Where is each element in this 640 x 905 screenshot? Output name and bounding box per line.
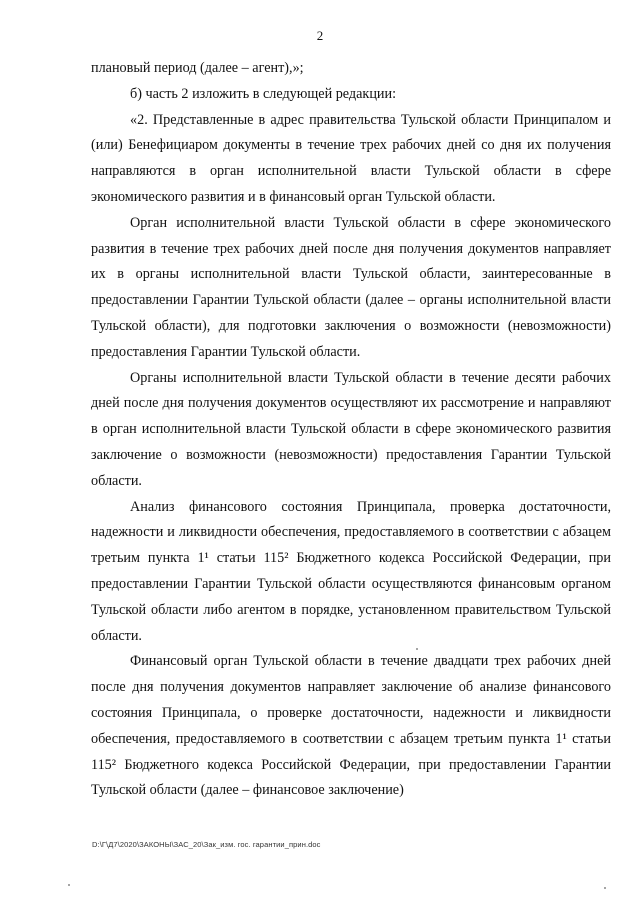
page-number: 2: [316, 28, 324, 43]
scan-speck: [68, 884, 70, 886]
paragraph-executive-authorities: Органы исполнительной власти Тульской области в течение десяти рабочих дней после дня получения документов осуществляют их рассмотрение и направляют в орган исполнительной власти Тульской области в сфере экономического развития заключение о возможности (невозможности) предоставления Гарантии Тульской области.: [91, 369, 611, 489]
paragraph-financial-analysis: Анализ финансового состояния Принципала, проверка достаточности, надежности и ликвидности обеспечения, предоставляемого в соответствии с абзацем третьим пункта 1¹ статьи 115² Бюджетного кодекса Российской Федерации, при предоставлении Гарантии Тульской области осуществляются финансовым органом Тульской области либо агентом в порядке, установленном правительством Тульской области.: [91, 498, 611, 644]
document-body: [91, 56, 611, 804]
paragraph-amendment-intro: б) часть 2 изложить в следующей редакции:: [130, 85, 397, 102]
scan-speck: [604, 887, 606, 889]
paragraph-continuation: плановый период (далее – агент),»;: [91, 60, 304, 76]
paragraph-economic-authority: Орган исполнительной власти Тульской области в сфере экономического развития в течение трех рабочих дней после дня получения документов направляет их в органы исполнительной власти Тульской области, заинтересованные в предоставлении Гарантии Тульской области (далее – органы исполнительной власти Тульской области), для подготовки заключения о возможности (невозможности) предоставления Гарантии Тульской области.: [91, 214, 611, 360]
scan-speck: [416, 648, 418, 650]
file-path-footer: D:\Г\Д7\2020\ЗАКОНЫ\ЗАС_20\Зак_изм. гос. гарантии_прин.doc: [92, 840, 321, 849]
paragraph-part-2: «2. Представленные в адрес правительства Тульской области Принципалом и (или) Бенефициаром документы в течение трех рабочих дней со дня их получения направляются в орган исполнительной власти Тульской области в сфере экономического развития и в финансовый орган Тульской области.: [91, 111, 611, 205]
paragraph-financial-conclusion: Финансовый орган Тульской области в течение двадцати трех рабочих дней после дня получения документов направляет заключение об анализе финансового состояния Принципала, о проверке достаточности, надежности и ликвидности обеспечения, предоставляемого в соответствии с абзацем третьим пункта 1¹ статьи 115² Бюджетного кодекса Российской Федерации, при предоставлении Гарантии Тульской области (далее – финансовое заключение): [91, 653, 611, 799]
